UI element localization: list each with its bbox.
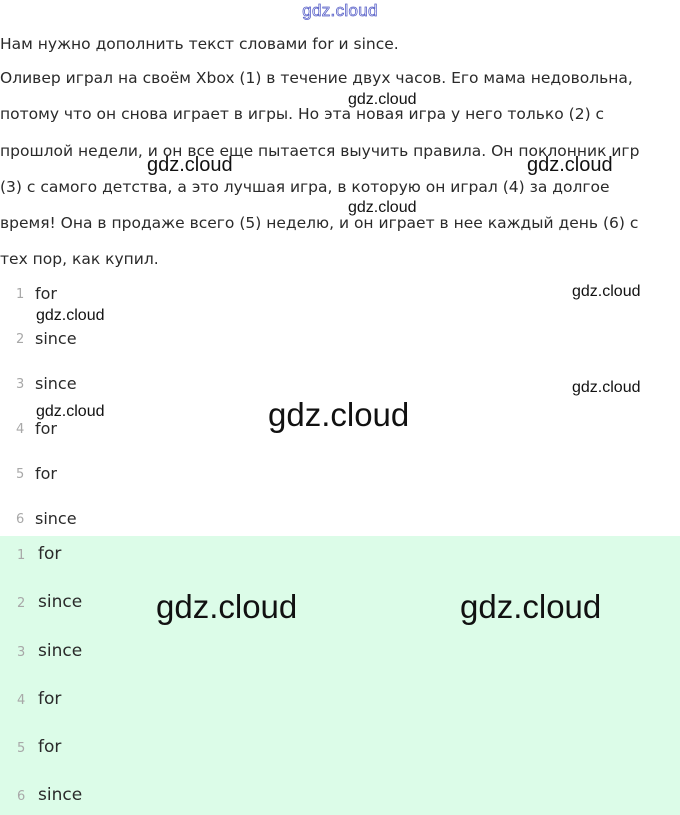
answer-number: 1	[17, 548, 26, 563]
answer-value: since	[35, 374, 77, 393]
paragraph-line: время! Она в продаже всего (5) неделю, и он играет в нее каждый день (6) с	[0, 214, 639, 233]
watermark: gdz.cloud	[36, 307, 105, 324]
answer-number: 3	[16, 377, 25, 392]
answer-number: 4	[16, 422, 25, 437]
site-logo[interactable]: gdz.cloud	[302, 1, 378, 20]
paragraph-line: прошлой недели, и он все еще пытается выучить правила. Он поклонник игр	[0, 141, 640, 160]
answer-value: since	[38, 592, 83, 613]
answer-number: 6	[17, 789, 26, 805]
paragraph-line: потому что он снова играет в игры. Но эта новая игра у него только (2) с	[0, 105, 605, 124]
paragraph-line: Оливер играл на своём Xbox (1) в течение двух часов. Его мама недовольна,	[0, 69, 633, 87]
watermark: gdz.cloud	[527, 154, 613, 176]
answer-item	[0, 327, 680, 372]
answer-item	[0, 462, 680, 507]
answer-list-highlighted	[0, 536, 680, 815]
answer-value: for	[35, 419, 57, 438]
answer-number: 3	[17, 644, 26, 660]
answer-value: for	[38, 544, 62, 564]
paragraph-line: тех пор, как купил.	[0, 250, 159, 269]
answer-value: for	[38, 737, 62, 758]
answer-item	[0, 777, 680, 815]
answer-value: for	[38, 688, 62, 709]
answer-item	[0, 681, 680, 729]
answer-value: since	[35, 329, 77, 348]
answer-value: since	[38, 640, 83, 661]
watermark: gdz.cloud	[460, 588, 602, 625]
watermark: gdz.cloud	[572, 283, 641, 300]
answer-number: 2	[17, 596, 26, 612]
watermark: gdz.cloud	[572, 379, 641, 396]
answer-value: for	[35, 464, 57, 483]
answer-number: 5	[17, 741, 26, 757]
watermark: gdz.cloud	[348, 199, 417, 216]
answer-number: 2	[16, 332, 25, 347]
answer-number: 6	[16, 512, 25, 527]
watermark: gdz.cloud	[36, 403, 105, 420]
watermark: gdz.cloud	[268, 396, 410, 433]
answer-value: since	[38, 785, 83, 806]
answer-value: since	[35, 509, 77, 528]
answer-item	[0, 633, 680, 681]
answer-number: 4	[17, 692, 26, 708]
answer-value: for	[35, 284, 57, 303]
answer-item	[0, 536, 680, 584]
watermark: gdz.cloud	[156, 588, 298, 625]
answer-number: 1	[16, 287, 25, 302]
answer-number: 5	[16, 467, 25, 482]
task-instruction: Нам нужно дополнить текст словами for и since.	[0, 35, 399, 53]
answer-item	[0, 729, 680, 777]
watermark: gdz.cloud	[348, 91, 417, 108]
watermark: gdz.cloud	[147, 154, 233, 176]
paragraph-line: (3) с самого детства, а это лучшая игра, в которую он играл (4) за долгое	[0, 177, 610, 196]
